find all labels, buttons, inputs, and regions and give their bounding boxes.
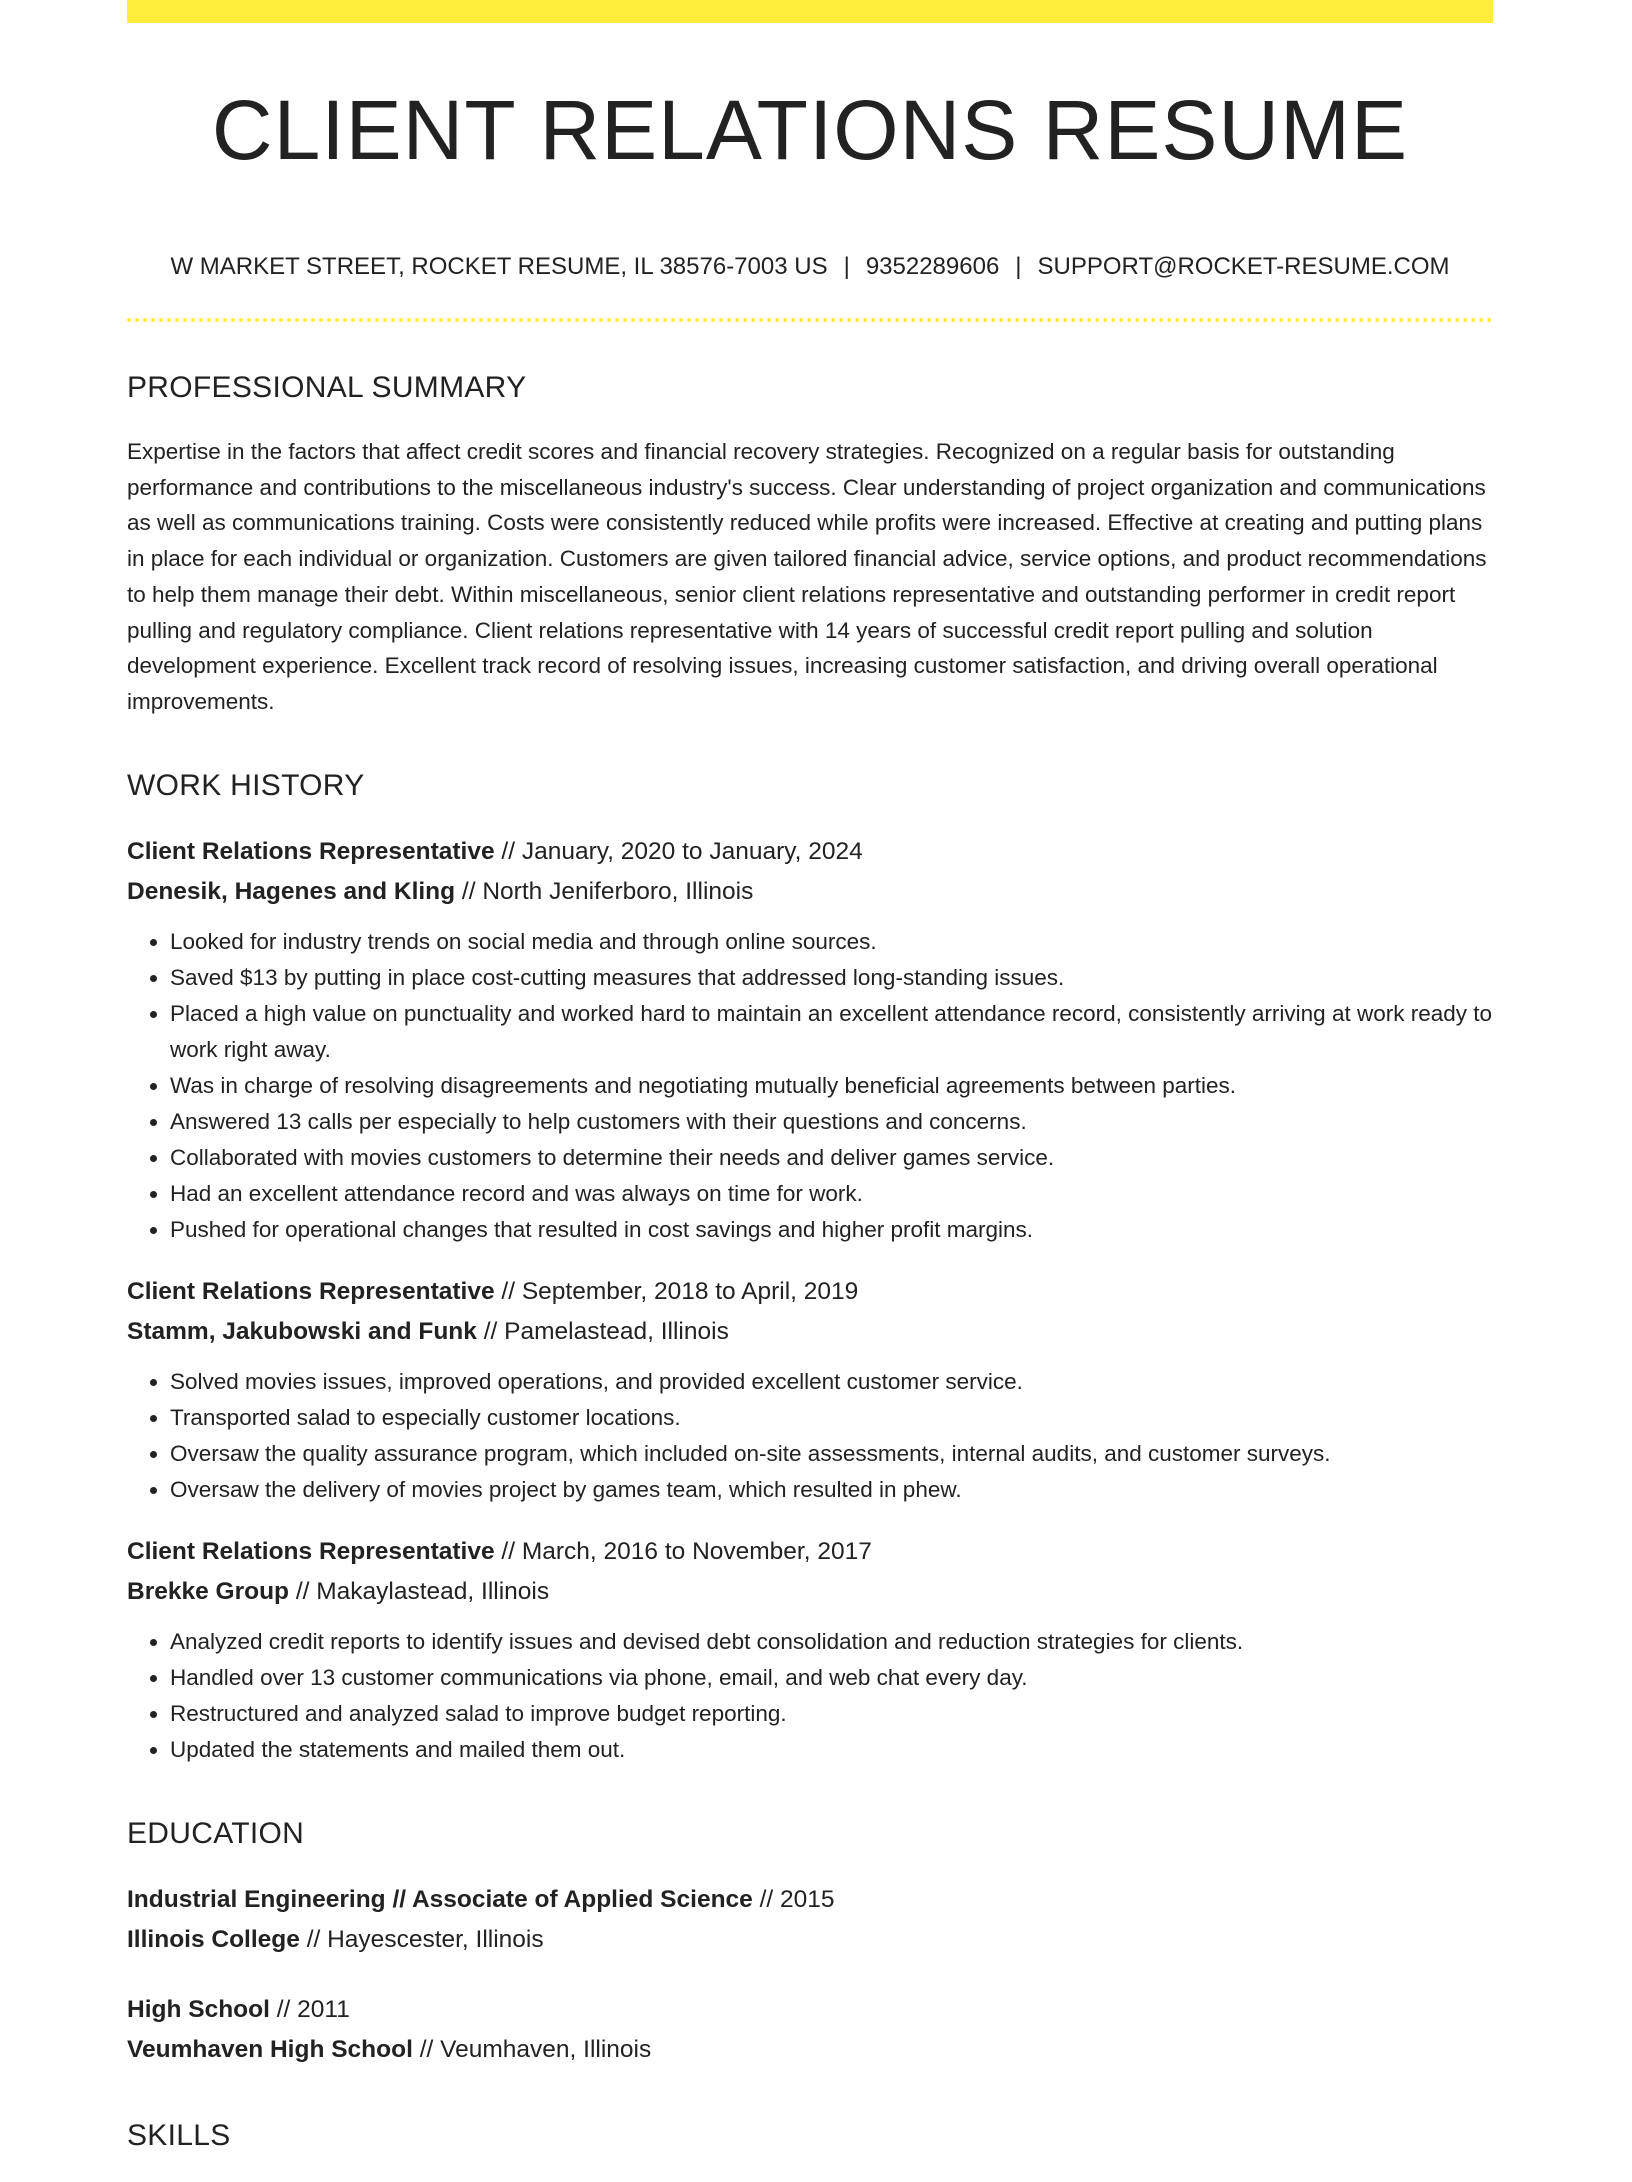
job-title: Client Relations Representative xyxy=(127,1537,495,1565)
education-year: // 2011 xyxy=(269,1995,350,2023)
contact-separator: | xyxy=(843,253,850,280)
job-bullet: • Collaborated with movies customers to determine their needs and deliver games service. xyxy=(170,1140,1493,1176)
education-degree-line xyxy=(127,1880,1493,1920)
top-accent-bar xyxy=(127,0,1493,23)
job-company: Brekke Group xyxy=(127,1577,290,1605)
summary-text: Expertise in the factors that affect credit scores and financial recovery strategies. Recognized on a regular basis for outstanding performance and contributions to the miscellaneous industry's success. Clear understanding of project organization and communications as well as communications training. Costs were consistently reduced while profits were increased. Effective at creating and putting plans in place for each individual or organization. Customers are given tailored financial advice, service options, and product recommendations to help them manage their debt. Within miscellaneous, senior client relations representative and outstanding performer in credit report pulling and regulatory compliance. Client relations representative with 14 years of successful credit report pulling and solution development experience. Excellent track record of resolving issues, increasing customer satisfaction, and driving overall operational improvements. xyxy=(127,439,1487,714)
job-entry xyxy=(127,1272,1493,1508)
dotted-divider xyxy=(127,318,1493,322)
job-bullets xyxy=(127,1624,1493,1768)
job-bullet: • Saved $13 by putting in place cost-cutting measures that addressed long-standing issues. xyxy=(170,960,1493,996)
job-location: // Pamelastead, Illinois xyxy=(476,1317,729,1345)
job-company-line xyxy=(127,872,1493,912)
job-bullet: • Was in charge of resolving disagreements and negotiating mutually beneficial agreements between parties. xyxy=(170,1068,1493,1104)
job-dates: // September, 2018 to April, 2019 xyxy=(494,1277,859,1305)
job-bullet: • Transported salad to especially customer locations. xyxy=(170,1400,1493,1436)
job-title-line xyxy=(127,832,1493,872)
job-company-line xyxy=(127,1312,1493,1352)
education-school-line xyxy=(127,2030,1493,2070)
job-company-line xyxy=(127,1572,1493,1612)
resume-content xyxy=(127,70,1493,2182)
job-company: Stamm, Jakubowski and Funk xyxy=(127,1317,477,1345)
job-location: // North Jeniferboro, Illinois xyxy=(455,877,754,905)
job-bullet: • Oversaw the quality assurance program, which included on-site assessments, internal audits, and customer surveys. xyxy=(170,1436,1493,1472)
job-bullet: • Solved movies issues, improved operations, and provided excellent customer service. xyxy=(170,1364,1493,1400)
job-bullet: • Oversaw the delivery of movies project by games team, which resulted in phew. xyxy=(170,1472,1493,1508)
job-bullet: • Updated the statements and mailed them out. xyxy=(170,1732,1493,1768)
job-entry xyxy=(127,1532,1493,1768)
job-bullet: • Placed a high value on punctuality and worked hard to maintain an excellent attendance record, consistently arriving at work ready to work right away. xyxy=(170,996,1493,1068)
education-entry xyxy=(127,1990,1493,2070)
contact-address: W MARKET STREET, ROCKET RESUME, IL 38576-7003 US xyxy=(170,253,828,280)
education-school: Veumhaven High School xyxy=(127,2035,413,2063)
education-year: // 2015 xyxy=(752,1885,835,1913)
section-heading-skills: SKILLS xyxy=(127,2118,231,2152)
section-heading-education: EDUCATION xyxy=(127,1816,305,1850)
job-dates: // January, 2020 to January, 2024 xyxy=(494,837,863,865)
job-dates: // March, 2016 to November, 2017 xyxy=(494,1537,872,1565)
job-bullet: • Answered 13 calls per especially to help customers with their questions and concerns. xyxy=(170,1104,1493,1140)
contact-email: SUPPORT@ROCKET-RESUME.COM xyxy=(1037,253,1450,280)
job-entry xyxy=(127,832,1493,1248)
job-bullet: • Handled over 13 customer communications via phone, email, and web chat every day. xyxy=(170,1660,1493,1696)
contact-separator: | xyxy=(1015,253,1022,280)
job-bullets xyxy=(127,924,1493,1248)
job-title-line xyxy=(127,1272,1493,1312)
contact-phone: 9352289606 xyxy=(865,253,1000,280)
section-heading-summary: PROFESSIONAL SUMMARY xyxy=(127,371,527,404)
job-bullet: • Looked for industry trends on social media and through online sources. xyxy=(170,924,1493,960)
education-degree: Industrial Engineering // Associate of Applied Science xyxy=(127,1885,753,1913)
job-location: // Makaylastead, Illinois xyxy=(289,1577,550,1605)
education-location: // Hayescester, Illinois xyxy=(299,1925,544,1953)
education-school: Illinois College xyxy=(127,1925,300,1953)
job-bullet: • Restructured and analyzed salad to improve budget reporting. xyxy=(170,1696,1493,1732)
contact-line xyxy=(127,250,1493,284)
job-bullets xyxy=(127,1364,1493,1508)
job-bullet: • Analyzed credit reports to identify issues and devised debt consolidation and reduction strategies for clients. xyxy=(170,1624,1493,1660)
education-location: // Veumhaven, Illinois xyxy=(412,2035,652,2063)
education-school-line xyxy=(127,1920,1493,1960)
education-entry xyxy=(127,1880,1493,1960)
education-degree-line xyxy=(127,1990,1493,2030)
job-company: Denesik, Hagenes and Kling xyxy=(127,877,456,905)
job-title: Client Relations Representative xyxy=(127,837,495,865)
job-bullet: • Pushed for operational changes that resulted in cost savings and higher profit margins. xyxy=(170,1212,1493,1248)
section-heading-work-history: WORK HISTORY xyxy=(127,768,365,802)
job-title: Client Relations Representative xyxy=(127,1277,495,1305)
resume-title: CLIENT RELATIONS RESUME xyxy=(211,83,1409,177)
education-degree: High School xyxy=(127,1995,270,2023)
job-bullet: • Had an excellent attendance record and was always on time for work. xyxy=(170,1176,1493,1212)
job-title-line xyxy=(127,1532,1493,1572)
